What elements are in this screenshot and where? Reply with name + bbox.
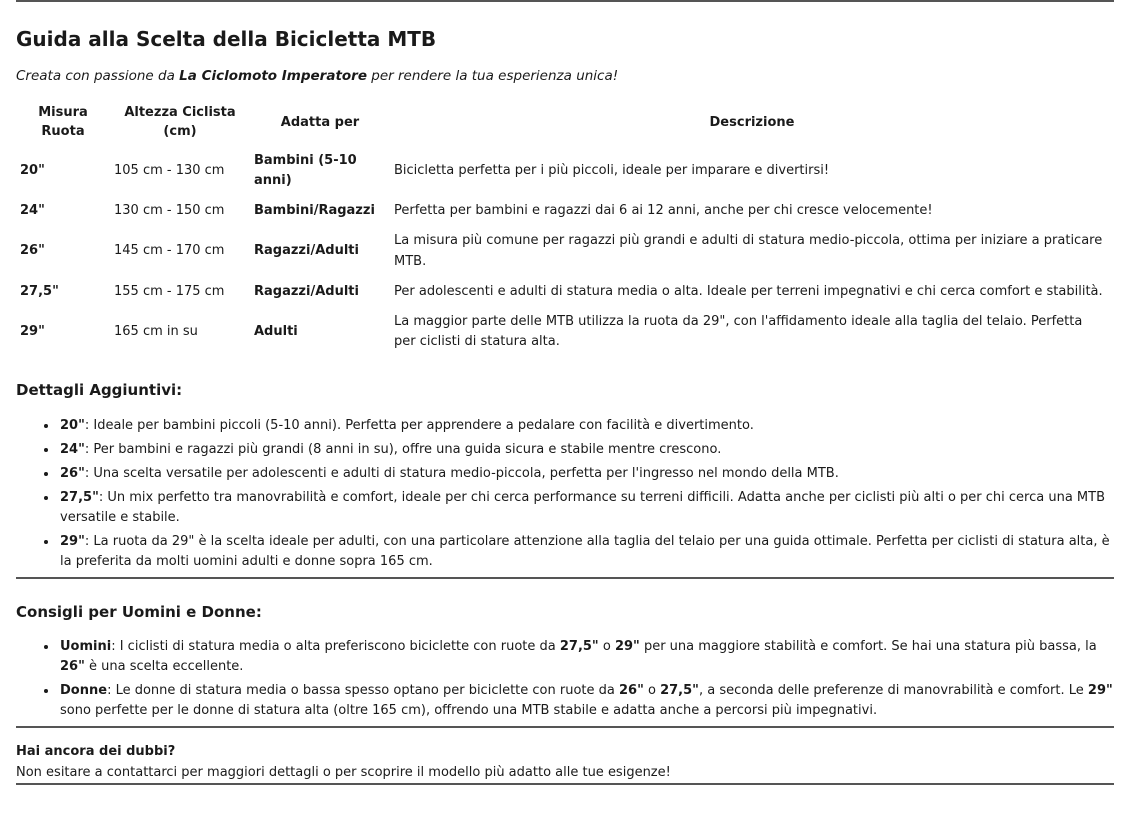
list-item: • 24": Per bambini e ragazzi più grandi (8 anni in su), offre una guida sicura e stabile mentre crescono. bbox=[58, 440, 1114, 460]
table-row bbox=[16, 277, 1114, 307]
advice-heading: Consigli per Uomini e Donne: bbox=[16, 602, 262, 621]
header-altezza-ciclista: Altezza Ciclista (cm) bbox=[124, 105, 236, 140]
cell-suitable: Bambini/Ragazzi bbox=[254, 203, 375, 219]
cell-size: 27,5" bbox=[20, 283, 59, 299]
cell-description: La misura più comune per ragazzi più grandi e adulti di statura medio-piccola, ottima per iniziare a praticare MTB. bbox=[394, 233, 1103, 269]
cell-suitable: Bambini (5-10 anni) bbox=[254, 152, 357, 189]
cell-height: 105 cm - 130 cm bbox=[114, 163, 225, 178]
table-header-row bbox=[16, 100, 1114, 146]
footer-divider-top bbox=[16, 726, 1114, 728]
table-header bbox=[16, 100, 1114, 146]
table-row bbox=[16, 307, 1114, 357]
cell-height: 155 cm - 175 cm bbox=[114, 283, 225, 299]
footer-question: Hai ancora dei dubbi? bbox=[16, 743, 176, 759]
cell-description: La maggior parte delle MTB utilizza la ruota da 29", con l'affidamento ideale alla taglia del telaio. Perfetta per ciclisti di statura alta. bbox=[394, 313, 1083, 349]
subtitle: Creata con passione da La Ciclomoto Imperatore per rendere la tua esperienza unica! bbox=[16, 68, 619, 84]
cell-suitable: Adulti bbox=[254, 323, 298, 339]
table-row bbox=[16, 226, 1114, 276]
cell-size: 29" bbox=[20, 323, 45, 339]
list-item: • 29": La ruota da 29" è la scelta ideale per adulti, con una particolare attenzione alla taglia del telaio per una guida ottimale. Perfetta per ciclisti di statura alta, è la preferita da molti uomini adulti e donne sopra 165 cm. bbox=[58, 532, 1114, 572]
list-item: • 26": Una scelta versatile per adolescenti e adulti di statura medio-piccola, perfetta per l'ingresso nel mondo della MTB. bbox=[58, 464, 1114, 484]
details-list bbox=[16, 416, 1114, 573]
advice-list bbox=[16, 637, 1114, 722]
cell-size: 20" bbox=[20, 163, 45, 178]
bottom-divider bbox=[16, 783, 1114, 785]
cell-height: 165 cm in su bbox=[114, 323, 198, 339]
cell-description: Per adolescenti e adulti di statura media o alta. Ideale per terreni impegnativi e chi cerca comfort e stabilità. bbox=[394, 283, 1103, 299]
cell-description: Perfetta per bambini e ragazzi dai 6 ai 12 anni, anche per chi cresce velocemente! bbox=[394, 203, 933, 219]
cell-height: 145 cm - 170 cm bbox=[114, 243, 225, 259]
section-divider bbox=[16, 577, 1114, 579]
page-title: Guida alla Scelta della Bicicletta MTB bbox=[16, 27, 437, 51]
footer bbox=[16, 742, 1114, 783]
details-heading: Dettagli Aggiuntivi: bbox=[16, 381, 183, 400]
header-descrizione: Descrizione bbox=[709, 114, 795, 130]
header-adatta-per: Adatta per bbox=[280, 114, 360, 130]
cell-suitable: Ragazzi/Adulti bbox=[254, 283, 359, 299]
table-row bbox=[16, 146, 1114, 196]
table-body bbox=[16, 146, 1114, 357]
footer-text: Non esitare a contattarci per maggiori dettagli o per scoprire il modello più adatto alle tue esigenze! bbox=[16, 765, 671, 781]
list-item: • Donne: Le donne di statura media o bassa spesso optano per biciclette con ruote da 26" o 27,5", a seconda delle preferenze di manovrabilità e comfort. Le 29" sono perfette per le donne di statura alta (oltre 165 cm), offrendo una MTB stabile e adatta anche a percorsi più impegnativi. bbox=[58, 681, 1114, 721]
cell-description: Bicicletta perfetta per i più piccoli, ideale per imparare e divertirsi! bbox=[394, 163, 830, 178]
table-row bbox=[16, 196, 1114, 226]
list-item: • 27,5": Un mix perfetto tra manovrabilità e comfort, ideale per chi cerca performance su terreni difficili. Adatta anche per ciclisti più alti o per chi cerca una MTB versatile e stabile. bbox=[58, 488, 1114, 528]
top-divider bbox=[16, 0, 1114, 2]
cell-size: 24" bbox=[20, 203, 45, 219]
list-item: • Uomini: I ciclisti di statura media o alta preferiscono biciclette con ruote da 27,5" o 29" per una maggiore stabilità e comfort. Se hai una statura più bassa, la 26" è una scelta eccellente. bbox=[58, 637, 1114, 677]
cell-height: 130 cm - 150 cm bbox=[114, 203, 225, 219]
cell-suitable: Ragazzi/Adulti bbox=[254, 243, 359, 259]
list-item: • 20": Ideale per bambini piccoli (5-10 anni). Perfetta per apprendere a pedalare con facilità e divertimento. bbox=[58, 416, 1114, 436]
header-misura-ruota: Misura Ruota bbox=[38, 105, 88, 140]
cell-size: 26" bbox=[20, 243, 45, 259]
wheel-size-table bbox=[16, 100, 1114, 357]
